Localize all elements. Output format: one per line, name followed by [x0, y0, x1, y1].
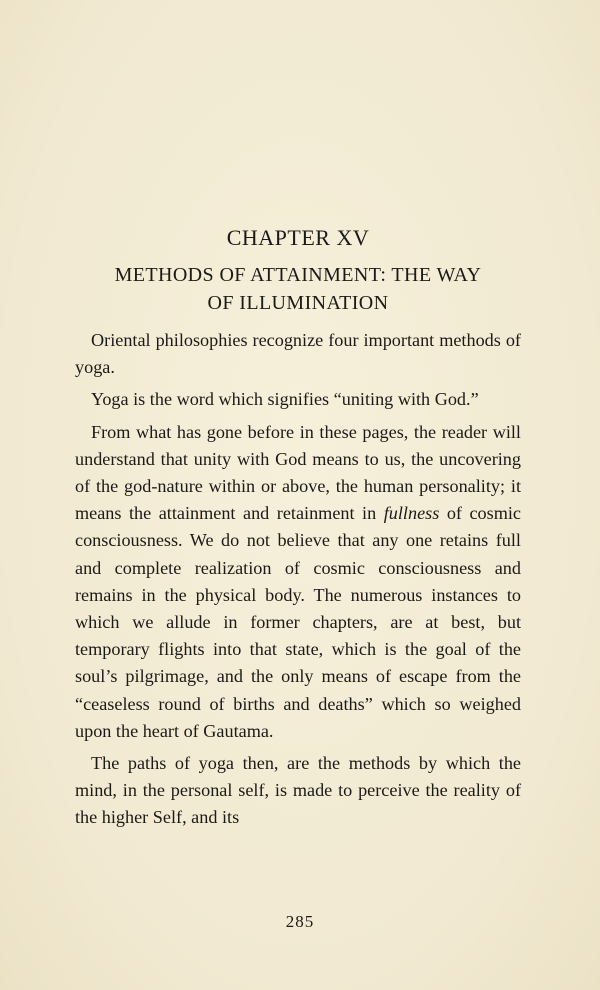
paragraph-1: Oriental philosophies recognize four important methods of yoga.	[75, 330, 521, 378]
paragraph-2: Yoga is the word which signifies “uniting with God.”	[91, 389, 479, 410]
chapter-title-line-2: OF ILLUMINATION	[207, 292, 389, 314]
page-body	[75, 224, 521, 832]
chapter-title	[75, 261, 521, 317]
paragraph-3-emphasis: fullness	[383, 503, 440, 524]
paragraph-4: The paths of yoga then, are the methods by which the mind, in the personal self, is made to perceive the reality of the higher Self, and its	[75, 753, 521, 828]
paragraph-3	[75, 419, 521, 745]
chapter-title-line-1: METHODS OF ATTAINMENT: THE WAY	[114, 264, 482, 286]
paragraph-3-part-a: From what has gone before in these pages, the reader will understand that unity with God means to us, the uncovering of the god-nature within or above, the human personality; it means the attainment and retainment in	[75, 421, 521, 524]
chapter-number: CHAPTER XV	[226, 225, 370, 250]
page-number: 285	[285, 912, 315, 931]
paragraph-3-part-b: of cosmic consciousness. We do not believe that any one retains full and complete realization of cosmic consciousness and remains in the physical body. The numerous instances to which we allude in former chapters, are at best, but temporary flights into that state, which is the goal of the soul’s pilgrimage, and the only means of escape from the “ceaseless round of births and deaths” which so weighed upon the heart of Gautama.	[75, 503, 521, 741]
